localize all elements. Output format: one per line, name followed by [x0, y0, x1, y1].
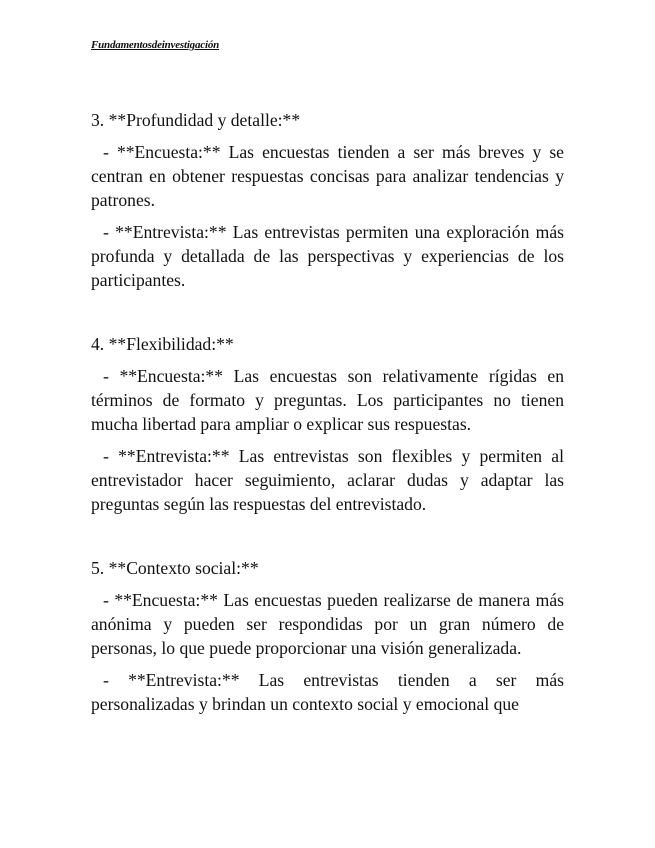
paragraph-entrevista: - **Entrevista:** Las entrevistas son flexibles y permiten al entrevistador hacer seguimiento, aclarar dudas y adaptar las preguntas según las respuestas del entrevistado. — [91, 446, 564, 514]
section-contexto-social — [91, 556, 564, 716]
document-body — [91, 108, 564, 724]
section-heading: 5. **Contexto social:** — [91, 558, 259, 578]
section-heading: 3. **Profundidad y detalle:** — [91, 110, 301, 130]
paragraph-entrevista: - **Entrevista:** Las entrevistas tienden a ser más personalizadas y brindan un contexto social y emocional que — [91, 670, 564, 714]
paragraph-encuesta: - **Encuesta:** Las encuestas tienden a ser más breves y se centran en obtener respuestas concisas para analizar tendencias y patrones. — [91, 142, 564, 210]
paragraph-encuesta: - **Encuesta:** Las encuestas pueden realizarse de manera más anónima y pueden ser respondidas por un gran número de personas, lo que puede proporcionar una visión generalizada. — [91, 590, 564, 658]
section-profundidad-detalle — [91, 108, 564, 292]
section-flexibilidad — [91, 332, 564, 516]
page-header-title: Fundamentosdeinvestigación — [91, 39, 220, 51]
paragraph-encuesta: - **Encuesta:** Las encuestas son relativamente rígidas en términos de formato y preguntas. Los participantes no tienen mucha libertad para ampliar o explicar sus respuestas. — [91, 366, 564, 434]
section-heading: 4. **Flexibilidad:** — [91, 334, 234, 354]
paragraph-entrevista: - **Entrevista:** Las entrevistas permiten una exploración más profunda y detallada de las perspectivas y experiencias de los participantes. — [91, 222, 564, 290]
